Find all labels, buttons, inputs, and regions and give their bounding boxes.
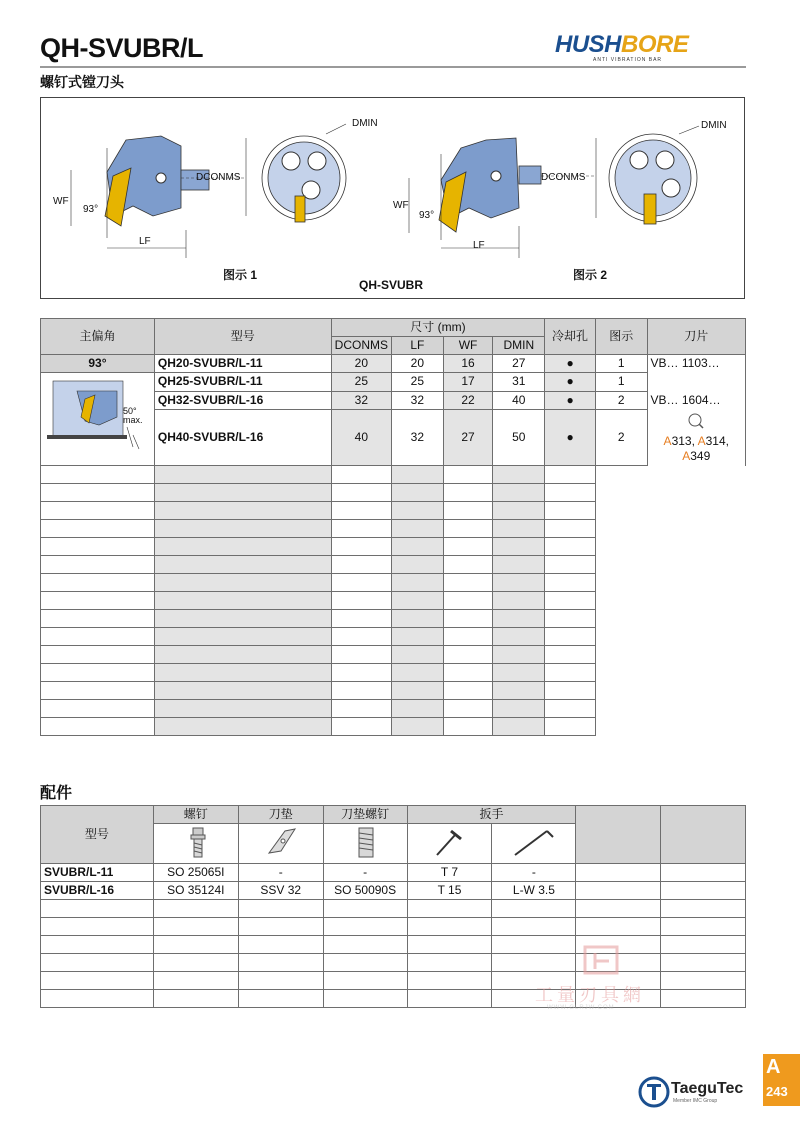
ref-prefix: A <box>682 448 691 463</box>
empty-cell <box>443 628 493 646</box>
acc-empty-cell <box>41 990 154 1008</box>
empty-cell <box>493 502 545 520</box>
l-wrench-icon <box>492 824 576 864</box>
dim-angle-2: 93° <box>419 210 435 221</box>
empty-row <box>41 484 746 502</box>
acc-row-model: SVUBR/L-11 <box>41 864 154 882</box>
watermark-text: 工量刃具網 <box>535 985 645 1005</box>
acc-row-wrench2: L-W 3.5 <box>492 882 576 900</box>
empty-cell <box>392 556 444 574</box>
acc-empty-row <box>41 918 746 936</box>
acc-row-wrench1: T 15 <box>407 882 492 900</box>
empty-cell <box>493 466 545 484</box>
acc-row-wrench2: - <box>492 864 576 882</box>
acc-header-blank <box>576 806 661 864</box>
shim-screw-icon <box>323 824 407 864</box>
empty-row <box>41 610 746 628</box>
acc-empty-cell <box>323 972 407 990</box>
empty-row <box>41 646 746 664</box>
title-rule <box>40 66 746 68</box>
empty-cell <box>331 538 391 556</box>
header-dmin: DMIN <box>493 337 545 355</box>
empty-cell <box>493 592 545 610</box>
empty-rows <box>41 466 746 736</box>
empty-cell <box>545 592 596 610</box>
empty-cell <box>545 700 596 718</box>
empty-cell <box>493 610 545 628</box>
row-insert: VB… 1604… <box>647 391 745 410</box>
empty-cell <box>331 484 391 502</box>
empty-cell <box>392 484 444 502</box>
acc-empty-cell <box>153 972 238 990</box>
empty-row <box>41 592 746 610</box>
row-model: QH20-SVUBR/L-11 <box>154 355 331 373</box>
dim-dmin-1: DMIN <box>352 118 378 129</box>
empty-cell <box>41 700 155 718</box>
screw-icon <box>153 824 238 864</box>
empty-cell <box>41 664 155 682</box>
acc-empty-cell <box>153 936 238 954</box>
empty-cell <box>443 574 493 592</box>
acc-empty-cell <box>153 990 238 1008</box>
header-insert: 刀片 <box>647 319 745 355</box>
logo-hush: HUSH <box>555 31 622 58</box>
dim-dconms-2: DCONMS <box>541 172 586 183</box>
empty-cell <box>41 682 155 700</box>
angle-illustration-cell <box>41 373 155 466</box>
empty-cell <box>154 646 331 664</box>
acc-empty-cell <box>407 918 492 936</box>
max-angle-label: 50° max. <box>123 406 143 425</box>
page-subtitle: 螺钉式镗刀头 <box>40 74 124 90</box>
empty-cell <box>154 628 331 646</box>
acc-header-model: 型号 <box>41 806 154 864</box>
row-dconms: 32 <box>331 391 391 410</box>
empty-cell <box>392 646 444 664</box>
empty-cell <box>545 520 596 538</box>
empty-cell <box>392 592 444 610</box>
row-figure: 2 <box>595 391 647 410</box>
row-wf: 27 <box>443 410 493 466</box>
row-wf: 22 <box>443 391 493 410</box>
empty-row <box>41 502 746 520</box>
brand-group: Member IMC Group <box>673 1098 718 1104</box>
page-number: 243 <box>766 1084 788 1099</box>
empty-cell <box>545 682 596 700</box>
empty-cell <box>41 592 155 610</box>
empty-cell <box>154 556 331 574</box>
row-figure: 2 <box>595 410 647 466</box>
acc-empty-cell <box>238 954 323 972</box>
acc-row-model: SVUBR/L-16 <box>41 882 154 900</box>
acc-empty-cell <box>576 900 661 918</box>
empty-cell <box>392 718 444 736</box>
acc-empty-cell <box>41 936 154 954</box>
row-dconms: 25 <box>331 373 391 392</box>
acc-empty-cell <box>238 990 323 1008</box>
diagram-panel <box>40 97 745 299</box>
acc-empty-cell <box>238 900 323 918</box>
watermark-logo <box>581 943 621 977</box>
acc-row-blank <box>576 882 661 900</box>
empty-cell <box>154 718 331 736</box>
acc-empty-cell <box>407 972 492 990</box>
insert-refs-cell <box>647 410 745 466</box>
acc-empty-cell <box>41 900 154 918</box>
empty-cell <box>41 628 155 646</box>
acc-row-shim-screw: SO 50090S <box>323 882 407 900</box>
dim-wf-2: WF <box>393 200 409 211</box>
magnifier-icon <box>687 412 705 430</box>
empty-cell <box>331 556 391 574</box>
header-angle: 主偏角 <box>41 319 155 355</box>
empty-cell <box>545 610 596 628</box>
logo-bore: BORE <box>621 31 689 58</box>
empty-cell <box>443 718 493 736</box>
figure-1-endview <box>262 124 346 222</box>
row-dmin: 31 <box>493 373 545 392</box>
row-lf: 20 <box>392 355 444 373</box>
acc-header-blank <box>661 806 746 864</box>
empty-cell <box>154 700 331 718</box>
row-wf: 17 <box>443 373 493 392</box>
empty-cell <box>331 502 391 520</box>
figure-1-label: 图示 1 <box>223 268 258 282</box>
empty-cell <box>443 610 493 628</box>
empty-cell <box>493 628 545 646</box>
empty-row <box>41 664 746 682</box>
page-title: QH-SVUBR/L <box>40 33 203 63</box>
acc-header-shim-screw: 刀垫螺钉 <box>323 806 407 824</box>
empty-cell <box>443 484 493 502</box>
row-model: QH32-SVUBR/L-16 <box>154 391 331 410</box>
row-lf: 25 <box>392 373 444 392</box>
empty-cell <box>443 466 493 484</box>
empty-cell <box>331 574 391 592</box>
dim-dmin-2: DMIN <box>701 120 727 131</box>
empty-cell <box>331 628 391 646</box>
empty-cell <box>41 646 155 664</box>
acc-empty-cell <box>323 918 407 936</box>
row-dmin: 40 <box>493 391 545 410</box>
empty-row <box>41 574 746 592</box>
empty-cell <box>41 466 155 484</box>
empty-cell <box>443 646 493 664</box>
empty-cell <box>331 592 391 610</box>
figure-2-tool <box>409 138 596 258</box>
acc-empty-cell <box>323 936 407 954</box>
empty-cell <box>331 466 391 484</box>
acc-empty-cell <box>407 936 492 954</box>
empty-cell <box>443 664 493 682</box>
acc-empty-cell <box>41 972 154 990</box>
empty-cell <box>443 682 493 700</box>
empty-cell <box>154 466 331 484</box>
empty-cell <box>154 520 331 538</box>
tool-drawings <box>41 98 746 300</box>
empty-cell <box>41 574 155 592</box>
empty-cell <box>493 556 545 574</box>
acc-empty-cell <box>153 954 238 972</box>
empty-cell <box>392 700 444 718</box>
acc-row-shim: - <box>238 864 323 882</box>
row-lf: 32 <box>392 410 444 466</box>
empty-cell <box>545 664 596 682</box>
empty-cell <box>41 538 155 556</box>
acc-empty-cell <box>576 918 661 936</box>
acc-row-screw: SO 25065I <box>153 864 238 882</box>
acc-empty-cell <box>323 990 407 1008</box>
empty-cell <box>493 646 545 664</box>
acc-empty-row <box>41 900 746 918</box>
dim-lf-1: LF <box>139 236 151 247</box>
empty-cell <box>392 520 444 538</box>
acc-header-wrench: 扳手 <box>407 806 576 824</box>
row-coolant: ● <box>545 410 596 466</box>
acc-header-shim: 刀垫 <box>238 806 323 824</box>
dim-angle-1: 93° <box>83 204 99 215</box>
acc-empty-cell <box>492 900 576 918</box>
header-lf: LF <box>392 337 444 355</box>
taegutec-logo <box>638 1074 758 1108</box>
section-letter: A <box>766 1056 781 1078</box>
header-model: 型号 <box>154 319 331 355</box>
empty-cell <box>392 502 444 520</box>
acc-row-shim: SSV 32 <box>238 882 323 900</box>
figure-1-tool <box>71 136 246 258</box>
acc-empty-cell <box>238 936 323 954</box>
row-model: QH25-SVUBR/L-11 <box>154 373 331 392</box>
empty-cell <box>545 466 596 484</box>
empty-cell <box>545 502 596 520</box>
dim-wf-1: WF <box>53 196 69 207</box>
acc-empty-cell <box>323 954 407 972</box>
empty-cell <box>154 592 331 610</box>
empty-cell <box>331 718 391 736</box>
row-model: QH40-SVUBR/L-16 <box>154 410 331 466</box>
empty-cell <box>331 700 391 718</box>
acc-row-shim-screw: - <box>323 864 407 882</box>
empty-cell <box>41 502 155 520</box>
empty-cell <box>545 556 596 574</box>
empty-cell <box>493 682 545 700</box>
acc-row-blank <box>661 864 746 882</box>
section-tab <box>763 1054 800 1106</box>
empty-cell <box>41 718 155 736</box>
empty-cell <box>154 484 331 502</box>
empty-cell <box>493 574 545 592</box>
watermark-url: WWW.GLRJW.COM <box>547 1005 615 1011</box>
empty-cell <box>154 538 331 556</box>
watermark <box>535 943 675 1018</box>
empty-cell <box>154 610 331 628</box>
header-coolant: 冷却孔 <box>545 319 596 355</box>
empty-cell <box>443 700 493 718</box>
empty-cell <box>392 466 444 484</box>
acc-header-screw: 螺钉 <box>153 806 238 824</box>
empty-cell <box>331 646 391 664</box>
empty-cell <box>443 538 493 556</box>
header-figure: 图示 <box>595 319 647 355</box>
empty-cell <box>392 664 444 682</box>
empty-cell <box>331 664 391 682</box>
header-wf: WF <box>443 337 493 355</box>
acc-empty-cell <box>41 954 154 972</box>
acc-empty-cell <box>661 900 746 918</box>
row-figure: 1 <box>595 355 647 373</box>
acc-empty-cell <box>238 972 323 990</box>
brand-name: TaeguTec <box>671 1080 744 1097</box>
acc-empty-cell <box>407 900 492 918</box>
acc-row-wrench1: T 7 <box>407 864 492 882</box>
empty-cell <box>493 718 545 736</box>
dim-lf-2: LF <box>473 240 485 251</box>
header-dconms: DCONMS <box>331 337 391 355</box>
empty-cell <box>493 664 545 682</box>
empty-cell <box>392 574 444 592</box>
empty-cell <box>443 592 493 610</box>
ref-page: 349 <box>690 448 711 463</box>
ref-page: 313, <box>671 433 695 448</box>
empty-row <box>41 466 746 484</box>
main-spec-table <box>40 318 746 736</box>
acc-empty-cell <box>407 990 492 1008</box>
empty-cell <box>392 682 444 700</box>
ref-prefix: A <box>697 433 706 448</box>
row-insert <box>647 373 745 392</box>
logo-tagline: ANTI VIBRATION BAR <box>593 57 663 63</box>
empty-cell <box>392 610 444 628</box>
row-coolant: ● <box>545 391 596 410</box>
empty-cell <box>545 718 596 736</box>
empty-cell <box>331 520 391 538</box>
empty-cell <box>493 700 545 718</box>
empty-row <box>41 538 746 556</box>
empty-cell <box>41 556 155 574</box>
empty-cell <box>493 520 545 538</box>
empty-cell <box>41 610 155 628</box>
empty-cell <box>154 502 331 520</box>
empty-row <box>41 556 746 574</box>
empty-row <box>41 700 746 718</box>
ref-page: 314, <box>705 433 729 448</box>
empty-cell <box>392 538 444 556</box>
diagram-caption: QH-SVUBR <box>359 278 424 292</box>
empty-cell <box>443 556 493 574</box>
acc-empty-cell <box>153 900 238 918</box>
row-figure: 1 <box>595 373 647 392</box>
row-dconms: 20 <box>331 355 391 373</box>
acc-empty-cell <box>238 918 323 936</box>
empty-cell <box>331 610 391 628</box>
empty-row <box>41 628 746 646</box>
acc-row-blank <box>661 882 746 900</box>
acc-row-blank <box>576 864 661 882</box>
row-dmin: 50 <box>493 410 545 466</box>
row-wf: 16 <box>443 355 493 373</box>
empty-cell <box>545 646 596 664</box>
shim-icon <box>238 824 323 864</box>
row-coolant: ● <box>545 355 596 373</box>
acc-row-screw: SO 35124I <box>153 882 238 900</box>
empty-row <box>41 718 746 736</box>
row-dmin: 27 <box>493 355 545 373</box>
empty-cell <box>392 628 444 646</box>
acc-empty-cell <box>661 918 746 936</box>
empty-cell <box>154 664 331 682</box>
empty-row <box>41 520 746 538</box>
empty-cell <box>443 502 493 520</box>
acc-empty-cell <box>153 918 238 936</box>
empty-cell <box>443 520 493 538</box>
empty-cell <box>545 628 596 646</box>
empty-cell <box>545 574 596 592</box>
figure-2-endview <box>609 126 699 224</box>
ref-prefix: A <box>663 433 672 448</box>
empty-cell <box>545 484 596 502</box>
empty-cell <box>545 538 596 556</box>
acc-empty-cell <box>323 900 407 918</box>
empty-cell <box>41 484 155 502</box>
row-dconms: 40 <box>331 410 391 466</box>
empty-cell <box>493 538 545 556</box>
row-coolant: ● <box>545 373 596 392</box>
row-lf: 32 <box>392 391 444 410</box>
hushbore-logo <box>555 30 747 64</box>
figure-2-label: 图示 2 <box>573 268 608 282</box>
torx-wrench-icon <box>407 824 492 864</box>
empty-cell <box>493 484 545 502</box>
empty-cell <box>41 520 155 538</box>
empty-cell <box>154 574 331 592</box>
empty-cell <box>331 682 391 700</box>
taegutec-emblem-icon <box>638 1076 670 1108</box>
header-size: 尺寸 (mm) <box>331 319 545 337</box>
angle-value: 93° <box>41 355 155 373</box>
accessories-title: 配件 <box>40 785 73 802</box>
acc-empty-cell <box>41 918 154 936</box>
acc-empty-cell <box>407 954 492 972</box>
row-insert: VB… 1103… <box>647 355 745 373</box>
empty-row <box>41 682 746 700</box>
acc-empty-cell <box>492 918 576 936</box>
empty-cell <box>154 682 331 700</box>
dim-dconms-1: DCONMS <box>196 172 241 183</box>
